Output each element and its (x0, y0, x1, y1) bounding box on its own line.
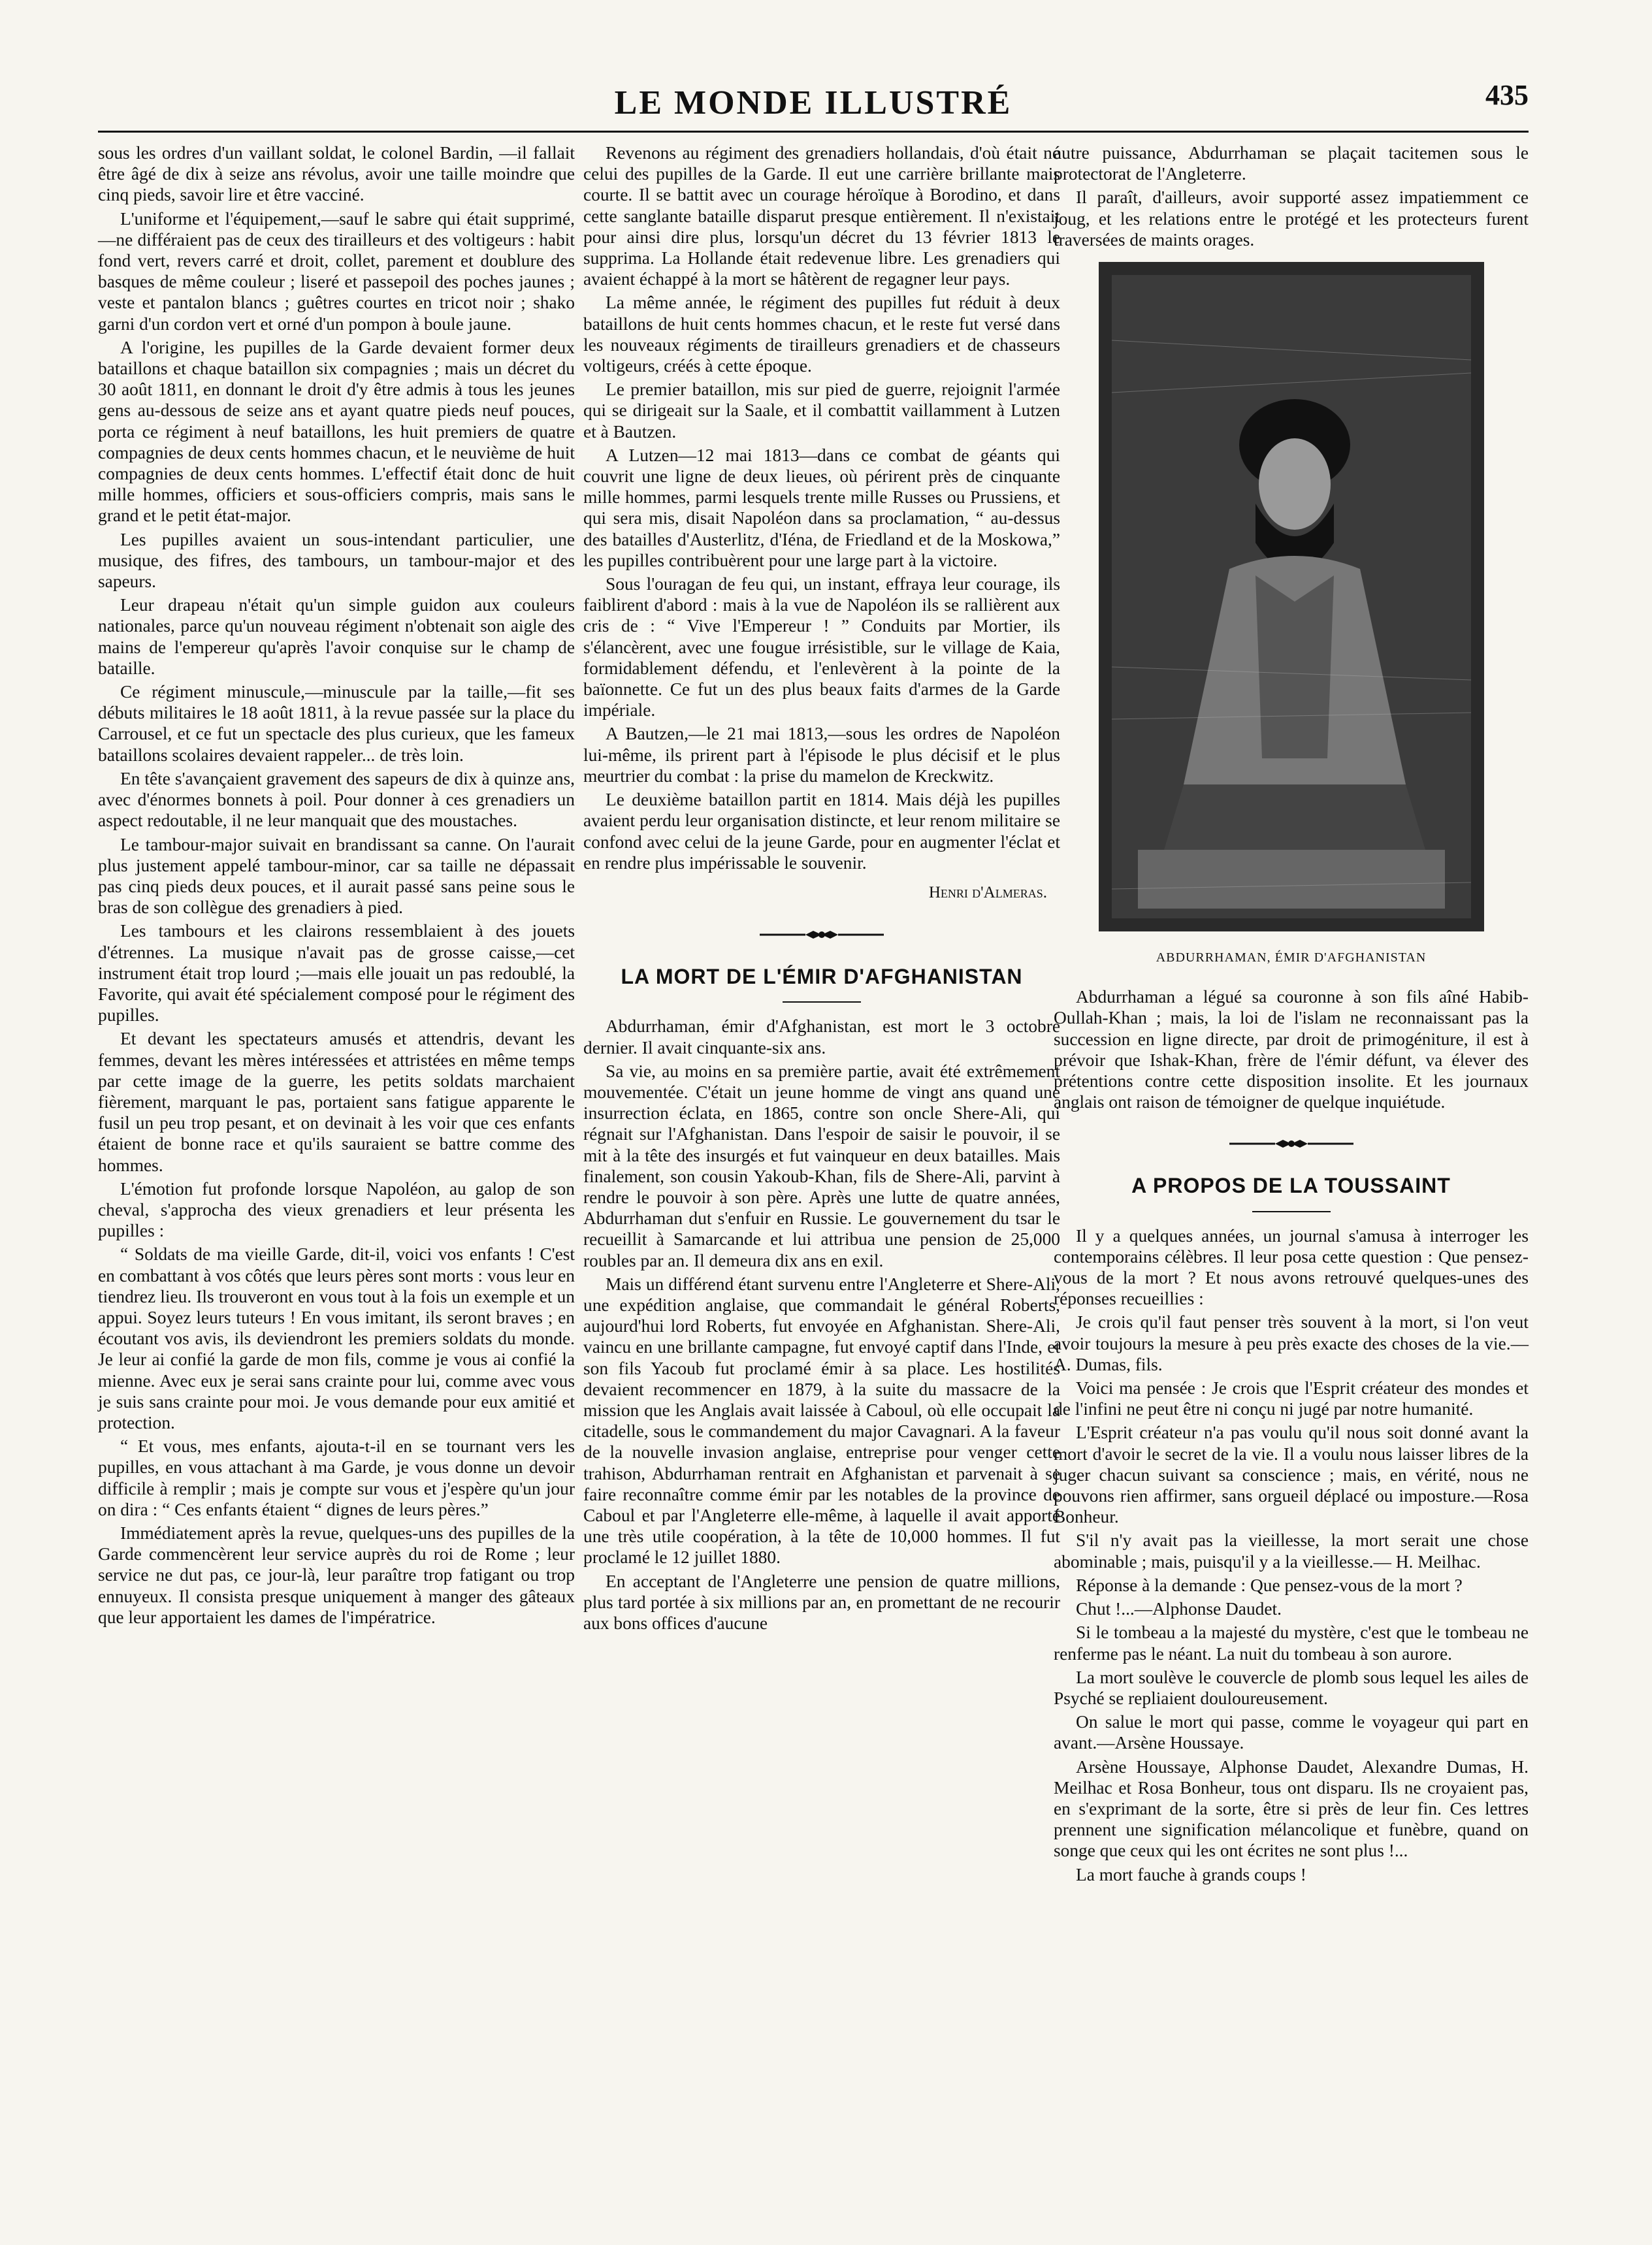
col2-paragraph: Le deuxième bataillon partit en 1814. Mais déjà les pupilles avaient perdu leur organisation distincte, et leur renom militaire se confond avec celui de la jeune Garde, pour en augmenter l'éclat et en rendre plus impérissable le souvenir. (583, 790, 1060, 873)
col2-article-paragraph: Abdurrhaman, émir d'Afghanistan, est mort le 3 octobre dernier. Il avait cinquante-six ans. (583, 1016, 1060, 1058)
col2-paragraph: La même année, le régiment des pupilles fut réduit à deux bataillons de huit cents hommes chacun, et le reste fut versé dans les nouveaux régiments de tirailleurs grenadiers et de chasseurs voltigeurs, créés à cette époque. (583, 293, 1060, 376)
header-rule (98, 131, 1529, 133)
col3-article-paragraph: Je crois qu'il faut penser très souvent à la mort, si l'on veut avoir toujours la mesure à peu près exacte des choses de la vie.—A. Dumas, fils. (1054, 1312, 1529, 1374)
col1-paragraph: Les pupilles avaient un sous-intendant particulier, une musique, des fifres, des tambours, un tambour-major et des sapeurs. (98, 529, 575, 592)
portrait-image (1099, 262, 1484, 931)
col1-paragraph: sous les ordres d'un vaillant soldat, le colonel Bardin, —il fallait être âgé de dix à seize ans révolus, avoir une taille moindre que cinq pieds, savoir lire et être vacciné. (98, 143, 575, 205)
col2-article-paragraph: Sa vie, au moins en sa première partie, avait été extrêmement mouvementée. C'était un jeune homme de vingt ans quand une insurrection éclata, en 1865, contre son oncle Shere-Ali, qui régnait sur l'Afghanistan. Dans l'espoir de saisir le pouvoir, il se mit à la tête des insurgés et fut vainqueur en deux batailles. Mais finalement, son cousin Yakoub-Khan, fils de Shere-Ali, parvint à rendre le pouvoir à son père. Après une lutte de quatre années, Abdurrhaman dut s'enfuir en Russie. Le gouvernement du tsar le recueillit à Samarcande et lui attribua une pension de 25,000 roubles par an. Il demeura dix ans en exil. (583, 1061, 1060, 1270)
col1-paragraph: Le tambour-major suivait en brandissant sa canne. On l'aurait plus justement appelé tambour-minor, car sa taille ne dépassait pas cinq pieds deux pouces, et il aurait passé sans peine sous le bras de son collègue des grenadiers à pied. (98, 834, 575, 918)
masthead (98, 78, 1529, 131)
col1-paragraph: En tête s'avançaient gravement des sapeurs de dix à quinze ans, avec d'énormes bonnets à poil. Pour donner à ces grenadiers un aspect redoutable, il ne leur manquait que des moustaches. (98, 768, 575, 831)
col3-article-paragraph: L'Esprit créateur n'a pas voulu qu'il nous soit donné avant la mort d'avoir le secret de la vie. Il a voulu nous laisser libres de la juger chacun suivant sa conscience ; mais, en vérité, nous ne pouvons rien affirmer, sans orgueil déplacé ou imposture.—Rosa Bonheur. (1054, 1423, 1529, 1527)
page-number: 435 (1485, 79, 1529, 111)
col3-article-paragraph: La mort fauche à grands coups ! (1076, 1864, 1306, 1884)
col2-paragraph: A Lutzen—12 mai 1813—dans ce combat de géants qui couvrit une ligne de deux lieues, où périrent près de cinquante mille hommes, parmi lesquels trente mille Russes ou Prussiens, et qui sera mis, disait Napoléon dans sa proclamation, “ au-dessus des batailles d'Austerlitz, d'Iéna, de Friedland et de la Moskowa,” les pupilles contribuèrent pour une large part à la victoire. (583, 445, 1060, 570)
ornament-divider (583, 920, 1060, 949)
col1-paragraph: A l'origine, les pupilles de la Garde devaient former deux bataillons et chaque bataillon six compagnies ; mais un décret du 30 août 1811, en donnant le droit d'y être admis à tous les jeunes gens au-dessous de seize ans et ayant quatre pieds neuf pouces, porta ce régiment à neuf bataillons, les huit premiers de quatre compagnies de deux cents hommes chacun, et le neuvième de huit compagnies de deux cents hommes. L'effectif était donc de huit mille hommes, officiers et sous-officiers compris, mais sans le grand et le petit état-major. (98, 337, 575, 526)
col2-paragraph: Le premier bataillon, mis sur pied de guerre, rejoignit l'armée qui se dirigeait sur la Saale, et il combattit vaillamment à Lutzen et à Bautzen. (583, 380, 1060, 442)
author-signature: Henri d'Almeras. (928, 883, 1047, 901)
column-1 (98, 142, 575, 1630)
emir-portrait-engraving (1099, 262, 1484, 931)
col2-paragraph: Revenons au régiment des grenadiers hollandais, d'où était né celui des pupilles de la Garde. Il eut une carrière brillante mais courte. Il se battit avec un courage héroïque à Borodino, et dans cette sanglante bataille disparut presque entièrement. Il n'existait pour ainsi dire plus, lorsqu'un décret du 13 février 1813 le supprima. La Hollande était redevenue libre. Les grenadiers qui avaient échappé à la mort se hâtèrent de regagner leur pays. (583, 143, 1060, 289)
col3-article-paragraph: La mort soulève le couvercle de plomb sous lequel les ailes de Psyché se repliaient douloureusement. (1054, 1667, 1529, 1708)
ornament-icon (760, 927, 884, 943)
col1-paragraph: Immédiatement après la revue, quelques-uns des pupilles de la Garde commencèrent leur service auprès du roi de Rome ; leur service ne dut pas, ce jour-là, leur paraître trop fatigant ou trop ennuyeux. Il consista presque uniquement à manger des gâteaux que leur apportaient les dames de l'impératrice. (98, 1523, 575, 1627)
col1-paragraph: L'émotion fut profonde lorsque Napoléon, au galop de son cheval, s'approcha des vieux grenadiers et leur présenta les pupilles : (98, 1178, 575, 1241)
ornament-icon (1229, 1136, 1353, 1152)
newspaper-title: LE MONDE ILLUSTRÉ (614, 84, 1012, 121)
column-3 (1054, 142, 1529, 1888)
col3-article-paragraph: Voici ma pensée : Je crois que l'Esprit créateur des mondes et de l'infini ne peut être ni conçu ni jugé par notre humanité. (1054, 1378, 1529, 1419)
col1-paragraph: L'uniforme et l'équipement,—sauf le sabre qui était supprimé,—ne différaient pas de ceux des tirailleurs et des voltigeurs : habit fond vert, revers carré et droit, collet, parement et doublure des basques de même couleur ; liseré et passepoil des poches jaunes ; veste et pantalon blancs ; guêtres courtes en tricot noir ; shako garni d'un cordon vert et orné d'un pompon à boule jaune. (98, 208, 575, 334)
col3-article-paragraph: Il y a quelques années, un journal s'amusa à interroger les contemporains célèbres. Il leur posa cette question : Que pensez-vous de la mort ? Et nous avons retrouvé quelques-unes des réponses recueillies : (1054, 1225, 1529, 1309)
col1-paragraph: Ce régiment minuscule,—minuscule par la taille,—fit ses débuts militaires le 18 août 1811, à la revue passée sur la place du Carrousel, et ce fut un spectacle des plus curieux, que les fameux bataillons scolaires devaient rappeler... de très loin. (98, 682, 575, 765)
col2-article-paragraph: Mais un différend étant survenu entre l'Angleterre et Shere-Ali, une expédition anglaise, que commandait le général Roberts, aujourd'hui lord Roberts, fut envoyée en Afghanistan. Shere-Ali, vaincu en une brillante campagne, fut envoyé captif dans l'Inde, et son fils Yacoub fut proclamé émir à sa place. Les hostilités devaient recommencer en 1879, à la suite du massacre de la mission que les Anglais avait laissée à Caboul, où elle occupait la citadelle, sous le commandement du major Cavagnari. A la faveur de la nouvelle invasion anglaise, entreprise pour venger cette trahison, Abdurrhaman rentrait en Afghanistan et parvenait à se faire reconnaître comme émir par les notables de la province de Caboul et par l'Angleterre elle-même, à laquelle il avait apporté une très utile coopération, à la tête de 10,000 hommes. Il fut proclamé le 12 juillet 1880. (583, 1274, 1060, 1568)
col1-paragraph: Et devant les spectateurs amusés et attendris, devant les femmes, devant les mères intéressées et attristées en même temps par cette image de la guerre, les petits soldats marchaient fièrement, marquant le pas, portaient sans fatigue apparente le fusil un peu trop pesant, et on devinait à les voir que ces enfants étaient de bonne race et qu'ils sauraient se battre comme des hommes. (98, 1029, 575, 1175)
col1-paragraph: Leur drapeau n'était qu'un simple guidon aux couleurs nationales, parce qu'un nouveau régiment n'obtenait son aigle des mains de l'empereur qu'après l'avoir conquise sur le champ de bataille. (98, 595, 575, 678)
column-2 (583, 142, 1060, 1636)
col2-article-paragraph: En acceptant de l'Angleterre une pension de quatre millions, plus tard portée à six millions par an, en promettant de ne recourir aux bons offices d'aucune (583, 1571, 1060, 1633)
title-underline (1252, 1211, 1331, 1212)
col3-paragraph: Il paraît, d'ailleurs, avoir supporté assez impatiemment ce joug, et les relations entre le protégé et les protecteurs furent traversées de maints orages. (1054, 187, 1529, 250)
col3-article-paragraph: S'il n'y avait pas la vieillesse, la mort serait une chose abominable ; mais, puisqu'il y a la vieillesse.— H. Meilhac. (1054, 1530, 1529, 1572)
article-title-toussaint: A PROPOS DE LA TOUSSAINT (1131, 1174, 1451, 1198)
col2-paragraph: Sous l'ouragan de feu qui, un instant, effraya leur courage, ils faiblirent d'abord : mais à la vue de Napoléon ils se rallièrent aux cris de : “ Vive l'Empereur ! ” Conduits par Mortier, ils s'élancèrent, avec une fougue irrésistible, sur le village de Kaia, formidablement défendu, et l'enlevèrent à la pointe de la baïonnette. Ce fut un des plus beaux faits d'armes de la Garde impériale. (583, 574, 1060, 720)
col3-paragraph: autre puissance, Abdurrhaman se plaçait tacitemen sous le protectorat de l'Angleterre. (1054, 143, 1529, 184)
col1-paragraph: Les tambours et les clairons ressemblaient à des jouets d'étrennes. La musique n'avait pas de grosse caisse,—cet instrument était trop lourd ;—mais elle jouait un pas redoublé, la Favorite, qui avait été spécialement composé pour le régiment des pupilles. (98, 921, 575, 1026)
col3-article-paragraph: On salue le mort qui passe, comme le voyageur qui part en avant.—Arsène Houssaye. (1054, 1712, 1529, 1753)
col1-paragraph: “ Soldats de ma vieille Garde, dit-il, voici vos enfants ! C'est en combattant à vos côtés que leurs pères sont morts : vous leur en tiendrez lieu. Ils trouveront en vous tout à la fois un exemple et un appui. Soyez leurs tuteurs ! En vous imitant, ils seront braves ; en écoutant vos avis, ils deviendront les premiers soldats du monde. Je leur ai confié la garde de mon fils, comme je vous ai confié la mienne. Avec eux je serai sans crainte pour lui, comme avec vous je suis sans crainte pour moi. Je vous demande pour eux amitié et protection. (98, 1244, 575, 1432)
col2-paragraph: A Bautzen,—le 21 mai 1813,—sous les ordres de Napoléon lui-même, ils prirent part à l'épisode le plus décisif et le plus meurtrier du combat : la prise du mamelon de Kreckwitz. (583, 724, 1060, 786)
title-underline (783, 1001, 861, 1003)
col3-article-paragraph: Si le tombeau a la majesté du mystère, c'est que le tombeau ne renferme pas le néant. La nuit du tombeau à son aurore. (1054, 1623, 1529, 1664)
col3-article-paragraph: Réponse à la demande : Que pensez-vous de la mort ? (1076, 1575, 1463, 1595)
ornament-divider (1054, 1129, 1529, 1158)
col3-article-paragraph: Arsène Houssaye, Alphonse Daudet, Alexandre Dumas, H. Meilhac et Rosa Bonheur, tous ont disparu. Ils ne croyaient pas, en s'exprimant de la sorte, être si près de leur fin. Ces lettres prennent une signification mélancolique et funèbre, quand on songe que ceux qui les ont écrites ne sont plus !... (1054, 1756, 1529, 1861)
article-title-emir: LA MORT DE L'ÉMIR D'AFGHANISTAN (621, 965, 1023, 989)
figure-caption: ABDURRHAMAN, ÉMIR D'AFGHANISTAN (1156, 950, 1427, 965)
col3-paragraph: Abdurrhaman a légué sa couronne à son fils aîné Habib-Oullah-Khan ; mais, la loi de l'islam ne reconnaissant pas la succession en ligne directe, par droit de primogéniture, il est à prévoir que Ishak-Khan, frère de l'émir défunt, va élever des prétentions contre cette disposition insolite. Et les journaux anglais ont raison de témoigner de quelque inquiétude. (1054, 987, 1529, 1112)
col1-paragraph: “ Et vous, mes enfants, ajouta-t-il en se tournant vers les pupilles, en vous attachant à ma Garde, je vous donne un devoir difficile à remplir ; mais je compte sur vous et j'espère qu'un jour on dira : “ Ces enfants étaient “ dignes de leurs pères.” (98, 1436, 575, 1519)
col3-article-paragraph: Chut !...—Alphonse Daudet. (1076, 1599, 1282, 1619)
